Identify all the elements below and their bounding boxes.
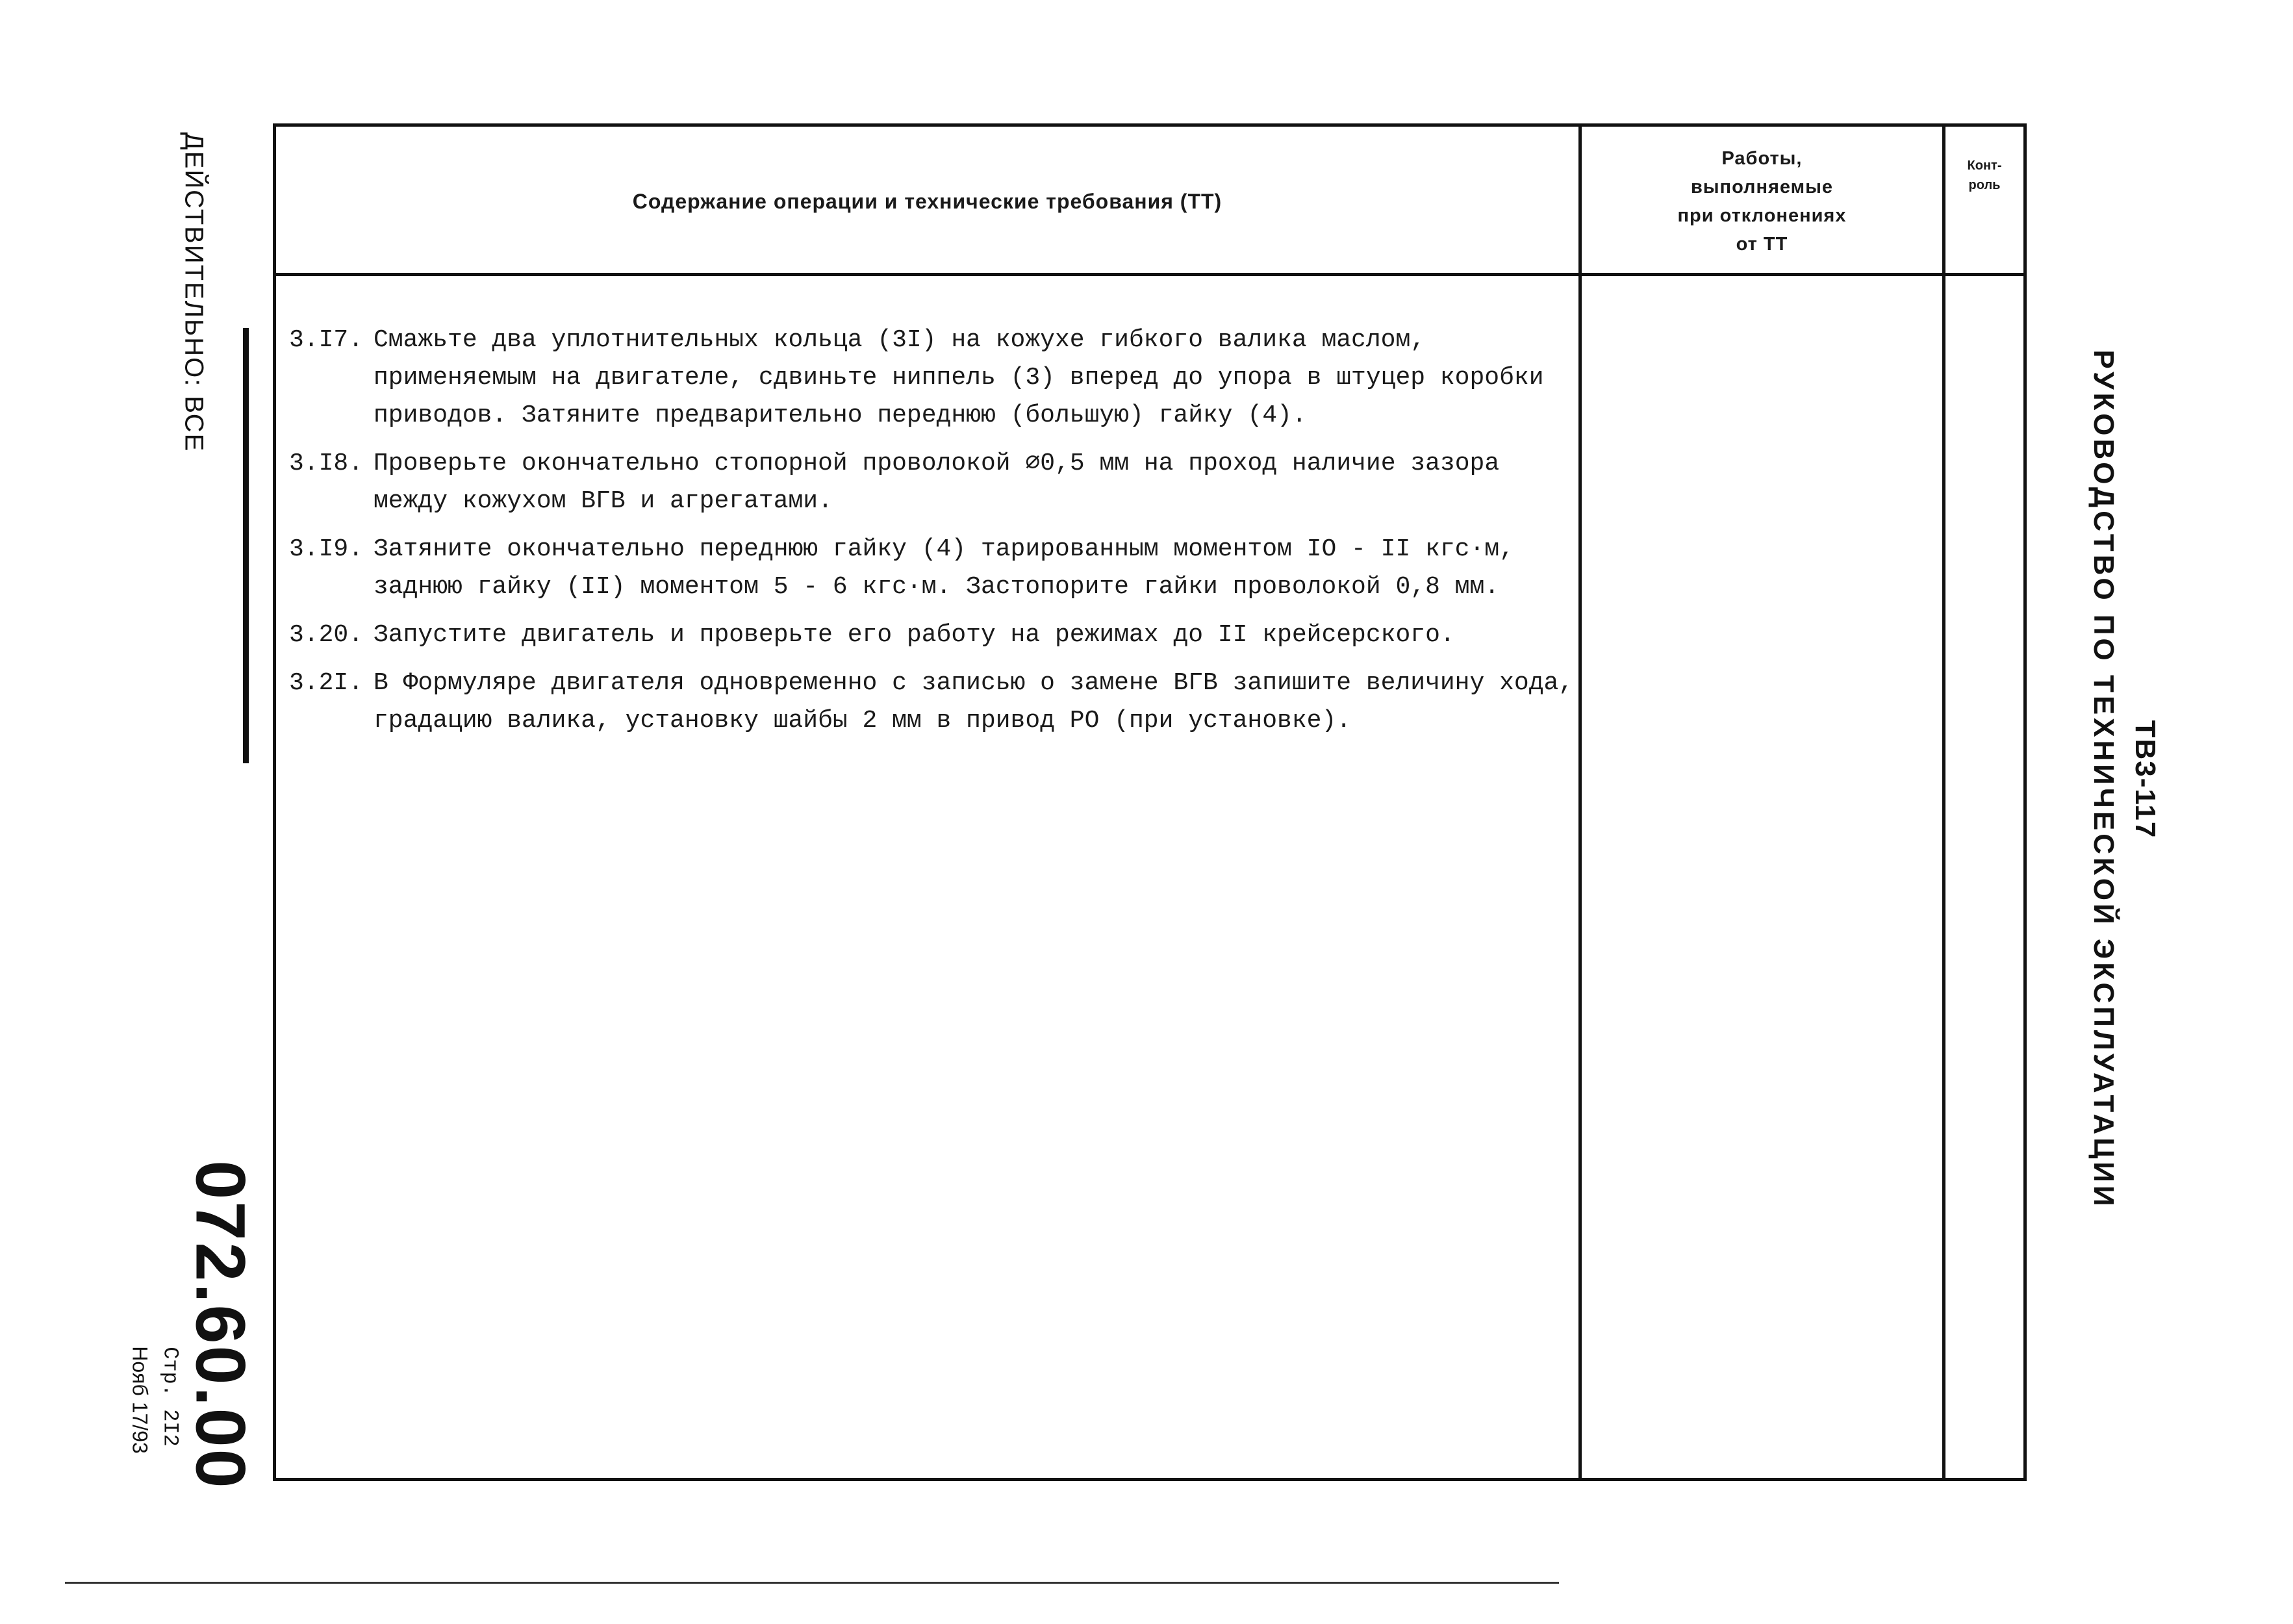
column-header-content: Содержание операции и технические требования (ТТ): [632, 189, 1223, 213]
operation-text: Запустите двигатель и проверьте его работу на режимах до II крейсерского.: [374, 621, 1455, 649]
manual-title: РУКОВОДСТВО ПО ТЕХНИЧЕСКОЙ ЭКСПЛУАТАЦИИ: [2088, 349, 2120, 1210]
operation-item: [289, 445, 1582, 520]
page-number: Стр. 2I2: [158, 1347, 183, 1447]
operation-number: 3.20.: [289, 621, 364, 649]
operation-number: 3.I7.: [289, 326, 364, 354]
operation-text: Проверьте окончательно стопорной проволокой ⌀0,5 мм на проход наличие зазора между кожухом ВГВ и агрегатами.: [374, 450, 1500, 515]
operation-text: Затяните окончательно переднюю гайку (4) тарированным моментом IO - II кгс·м, заднюю гайку (II) моментом 5 - 6 кгс·м. Застопорите гайки проволокой 0,8 мм.: [374, 535, 1514, 601]
operation-number: 3.I8.: [289, 450, 364, 477]
revision-date: Нояб 17/93: [128, 1346, 152, 1454]
operation-item: [289, 322, 1582, 435]
operation-number: 3.2I.: [289, 669, 364, 697]
document-number: 072.60.00: [181, 1160, 260, 1490]
operation-number: 3.I9.: [289, 535, 364, 563]
operation-text: В Формуляре двигателя одновременно с записью о замене ВГВ запишите величину хода, градацию валика, установку шайбы 2 мм в привод РО (при установке).: [374, 669, 1574, 735]
column-header-deviations: Работы, выполняемые при отклонениях от ТТ: [1677, 148, 1847, 255]
engine-model: ТВ3-117: [2129, 720, 2161, 839]
change-bar: [243, 328, 249, 763]
validity-label: ДЕЙСТВИТЕЛЬНО: ВСЕ: [179, 132, 209, 453]
operation-item: [289, 665, 1582, 740]
manual-title-block: [2083, 325, 2166, 1234]
column-header-control: Конт- роль: [1967, 159, 2002, 192]
operation-item: [289, 616, 1582, 654]
operations-table: [273, 123, 2027, 1481]
operation-text: Смажьте два уплотнительных кольца (3I) на кожухе гибкого валика маслом, применяемым на двигателе, сдвиньте ниппель (3) вперед до упора в штуцер коробки приводов. Затяните предварительно переднюю (большую) гайку (4).: [374, 326, 1544, 429]
operation-item: [289, 531, 1582, 606]
column-divider-2: [1942, 127, 1945, 1478]
bottom-rule: [65, 1582, 1559, 1584]
operations-list: [289, 322, 1582, 750]
